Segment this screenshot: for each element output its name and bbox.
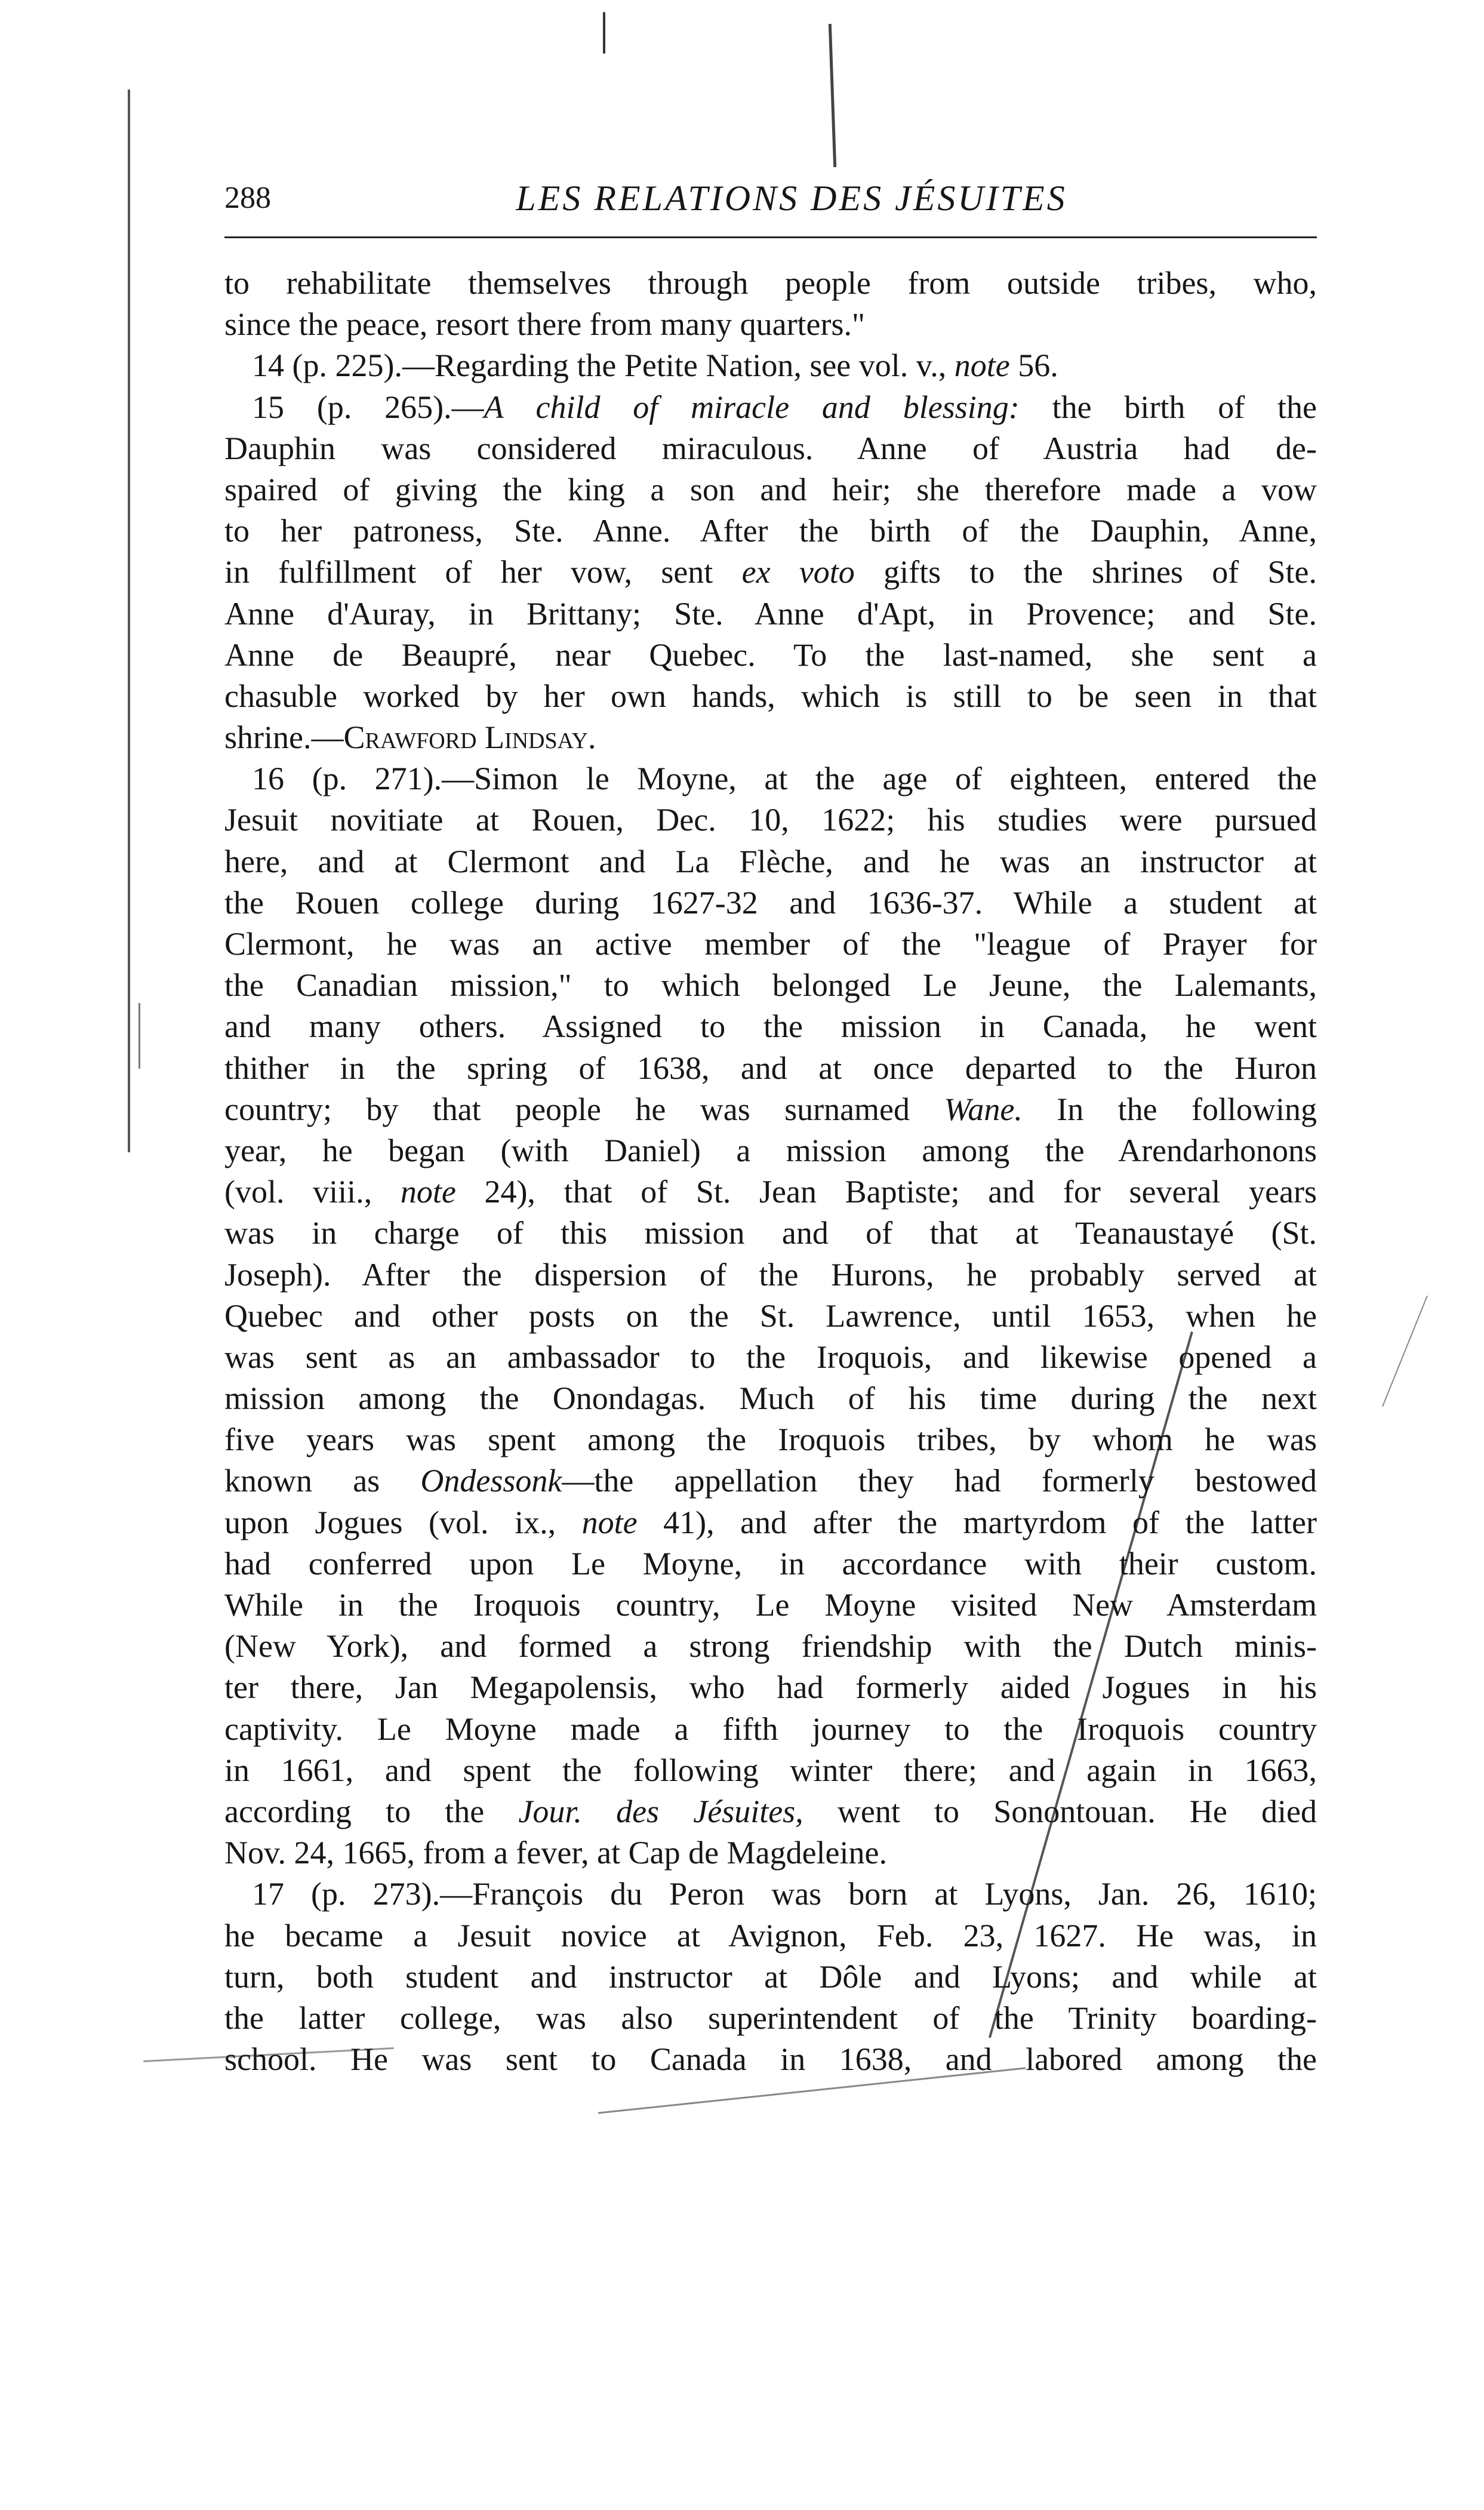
text-line: in fulfillment of her vow, sent ex voto gifts to the shrines of Ste. [224,554,1317,590]
text-line: here, and at Clermont and La Flèche, and he was an instructor at [224,843,1317,879]
text-line: was in charge of this mission and of that at Teanaustayé (St. [224,1215,1317,1251]
text-line: he became a Jesuit novice at Avignon, Feb. 23, 1627. He was, in [224,1917,1317,1954]
scan-diagonal-mark-small [1382,1296,1428,1407]
page-number: 288 [224,181,271,215]
text-line: Clermont, he was an active member of the "league of Prayer for [224,926,1317,962]
scan-margin-tick [138,1003,140,1069]
scan-top-mark [829,24,836,167]
text-line: upon Jogues (vol. ix., note 41), and after the martyrdom of the latter [224,1504,1317,1540]
text-line: and many others. Assigned to the mission in Canada, he went [224,1008,1317,1045]
text-line: ter there, Jan Megapolensis, who had formerly aided Jogues in his [224,1669,1317,1706]
text-line: the Canadian mission," to which belonged Le Jeune, the Lalemants, [224,967,1317,1004]
text-line: mission among the Onondagas. Much of his time during the next [224,1380,1317,1417]
text-line: Anne d'Auray, in Brittany; Ste. Anne d'Apt, in Provence; and Ste. [224,595,1317,632]
text-line: was sent as an ambassador to the Iroquois, and likewise opened a [224,1339,1317,1375]
text-line: While in the Iroquois country, Le Moyne visited New Amsterdam [224,1587,1317,1623]
text-line: turn, both student and instructor at Dôle and Lyons; and while at [224,1958,1317,1995]
text-line: 17 (p. 273).—François du Peron was born at Lyons, Jan. 26, 1610; [252,1876,1317,1912]
text-line: had conferred upon Le Moyne, in accordance with their custom. [224,1545,1317,1582]
text-line: the latter college, was also superintendent of the Trinity boarding- [224,2000,1317,2036]
text-line: to her patroness, Ste. Anne. After the birth of the Dauphin, Anne, [224,513,1317,549]
text-line: Dauphin was considered miraculous. Anne of Austria had de- [224,430,1317,466]
scan-margin-line [128,90,130,1152]
text-line: 16 (p. 271).—Simon le Moyne, at the age of eighteen, entered the [252,761,1317,797]
page-header [224,174,1317,222]
notes-text [224,263,1317,2080]
text-line: captivity. Le Moyne made a fifth journey to the Iroquois country [224,1711,1317,1747]
text-line: 15 (p. 265).—A child of miracle and blessing: the birth of the [252,389,1317,425]
text-line: country; by that people he was surnamed Wane. In the following [224,1091,1317,1127]
text-line: Quebec and other posts on the St. Lawrence, until 1653, when he [224,1297,1317,1334]
text-line: school. He was sent to Canada in 1638, and labored among the [224,2041,1317,2078]
text-line: year, he began (with Daniel) a mission among the Arendarhonons [224,1132,1317,1168]
text-line: Anne de Beaupré, near Quebec. To the last-named, she sent a [224,636,1317,673]
text-line: since the peace, resort there from many quarters." [224,306,866,343]
text-line: (New York), and formed a strong friendship with the Dutch minis- [224,1628,1317,1665]
text-line: (vol. viii., note 24), that of St. Jean Baptiste; and for several years [224,1174,1317,1210]
running-title: LES RELATIONS DES JÉSUITES [516,179,1067,218]
text-line: Jesuit novitiate at Rouen, Dec. 10, 1622; his studies were pursued [224,802,1317,838]
text-line: known as Ondessonk—the appellation they had formerly bestowed [224,1463,1317,1499]
text-line: according to the Jour. des Jésuites, went to Sonontouan. He died [224,1793,1317,1829]
text-line: thither in the spring of 1638, and at once departed to the Huron [224,1050,1317,1086]
scan-paren-mark [603,12,605,54]
text-line: five years was spent among the Iroquois tribes, by whom he was [224,1422,1317,1458]
text-line: Nov. 24, 1665, from a fever, at Cap de Magdeleine. [224,1835,887,1871]
text-line: in 1661, and spent the following winter there; and again in 1663, [224,1752,1317,1788]
text-line: chasuble worked by her own hands, which is still to be seen in that [224,678,1317,714]
text-line: the Rouen college during 1627-32 and 1636-37. While a student at [224,884,1317,921]
header-rule [224,236,1317,238]
text-line: shrine.—Crawford Lindsay. [224,719,596,756]
text-line: spaired of giving the king a son and heir; she therefore made a vow [224,471,1317,507]
text-line: 14 (p. 225).—Regarding the Petite Nation, see vol. v., note 56. [252,347,1058,384]
text-line: to rehabilitate themselves through people from outside tribes, who, [224,265,1317,301]
text-line: Joseph). After the dispersion of the Hurons, he probably served at [224,1256,1317,1293]
